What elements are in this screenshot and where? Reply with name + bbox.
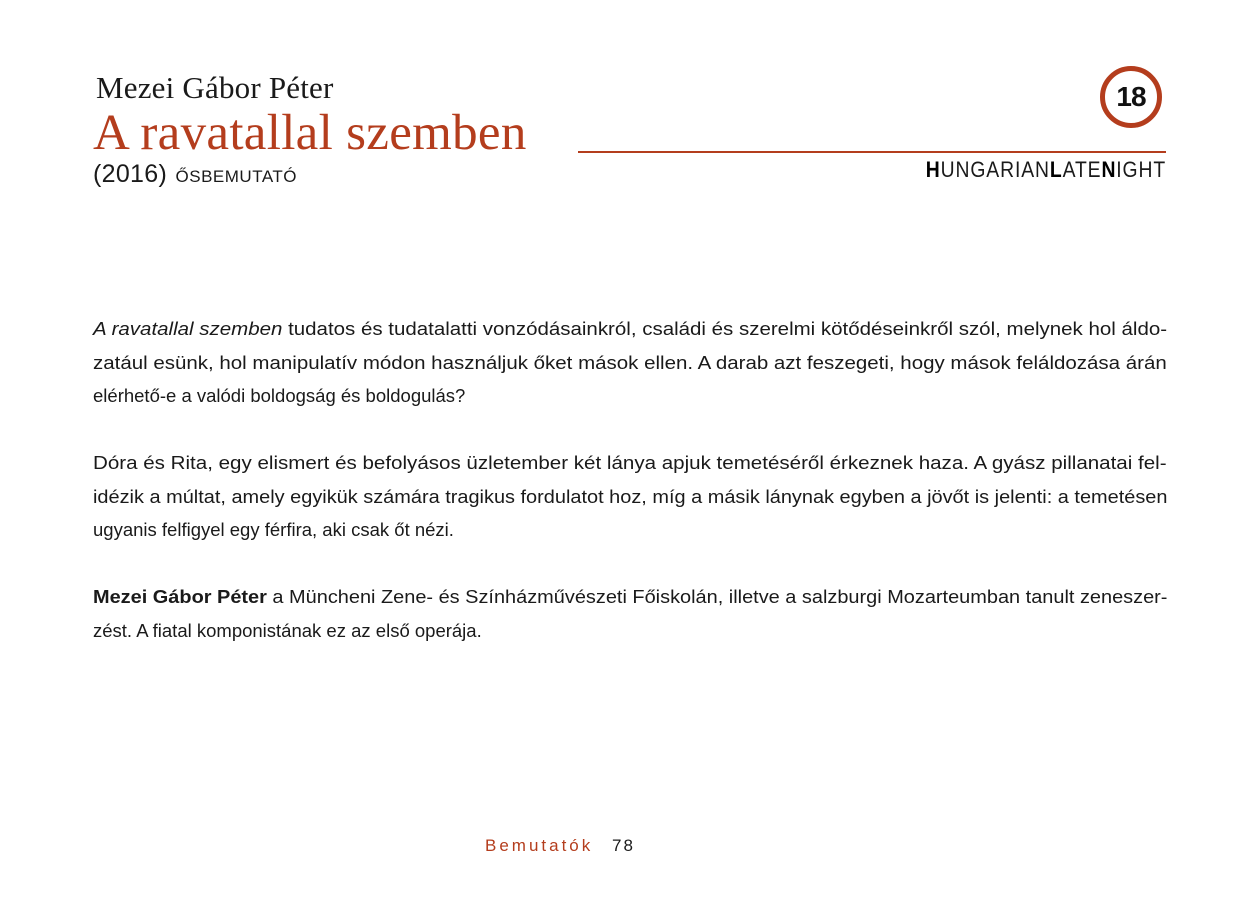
body-line: ugyanis felfigyel egy férfira, aki csak őt nézi. [93,519,454,540]
premiere-year: (2016) [93,160,168,188]
body-line: zatául esünk, hol manipulatív módon használjuk őket mások ellen. A darab azt feszegeti, hogy mások feláldozása árán [93,351,1167,373]
body-line: Dóra és Rita, egy elismert és befolyásos üzletember két lánya apjuk temetéséről érkeznek haza. A gyász pillanatai fel- [93,452,1167,473]
paragraph-composer-bio [93,580,1167,647]
title-underline [578,151,1166,153]
premiere-label: ŐSBEMUTATÓ [175,167,298,186]
body-line-text: a Müncheni Zene- és Színházművészeti Főiskolán, illetve a salzburgi Mozarteumban tanult zeneszer- [266,586,1168,607]
composer-name: Mezei Gábor Péter [96,70,334,105]
page-footer [485,836,635,856]
body-line: elérhető-e a valódi boldogság és boldogulás? [93,385,466,406]
page-number: 78 [612,836,635,855]
body-line [93,312,1260,346]
body-line-text: tudatos és tudatalatti vonzódásainkról, családi és szerelmi kötődéseinkről szól, melynek hol áldo- [282,318,1168,339]
paragraph-synopsis [93,312,1167,413]
body-line: zést. A fiatal komponistának ez az első operája. [93,619,482,641]
brand-l: L [1049,157,1063,182]
paragraph-plot [93,446,1167,547]
body-line [93,580,1250,614]
festival-brand [926,157,1166,183]
age-rating-badge [1100,66,1162,128]
opera-title: A ravatallal szemben [93,105,527,161]
footer-section: Bemutatók [485,836,594,855]
brand-h: H [925,157,941,182]
brand-ungarian: UNGARIAN [940,157,1050,182]
age-rating-value: 18 [1116,81,1146,112]
body-text [93,312,1167,681]
composer-name-bold: Mezei Gábor Péter [93,586,267,607]
subline [93,160,297,189]
brand-n: N [1101,157,1117,182]
work-title-italic: A ravatallal szemben [93,318,283,339]
brand-ate: ATE [1062,157,1102,182]
brand-ight: IGHT [1116,157,1166,182]
body-line: idézik a múltat, amely egyikük számára tragikus fordulatot hoz, míg a másik lánynak egyben a jövőt is jelenti: a temetésen [93,485,1168,507]
